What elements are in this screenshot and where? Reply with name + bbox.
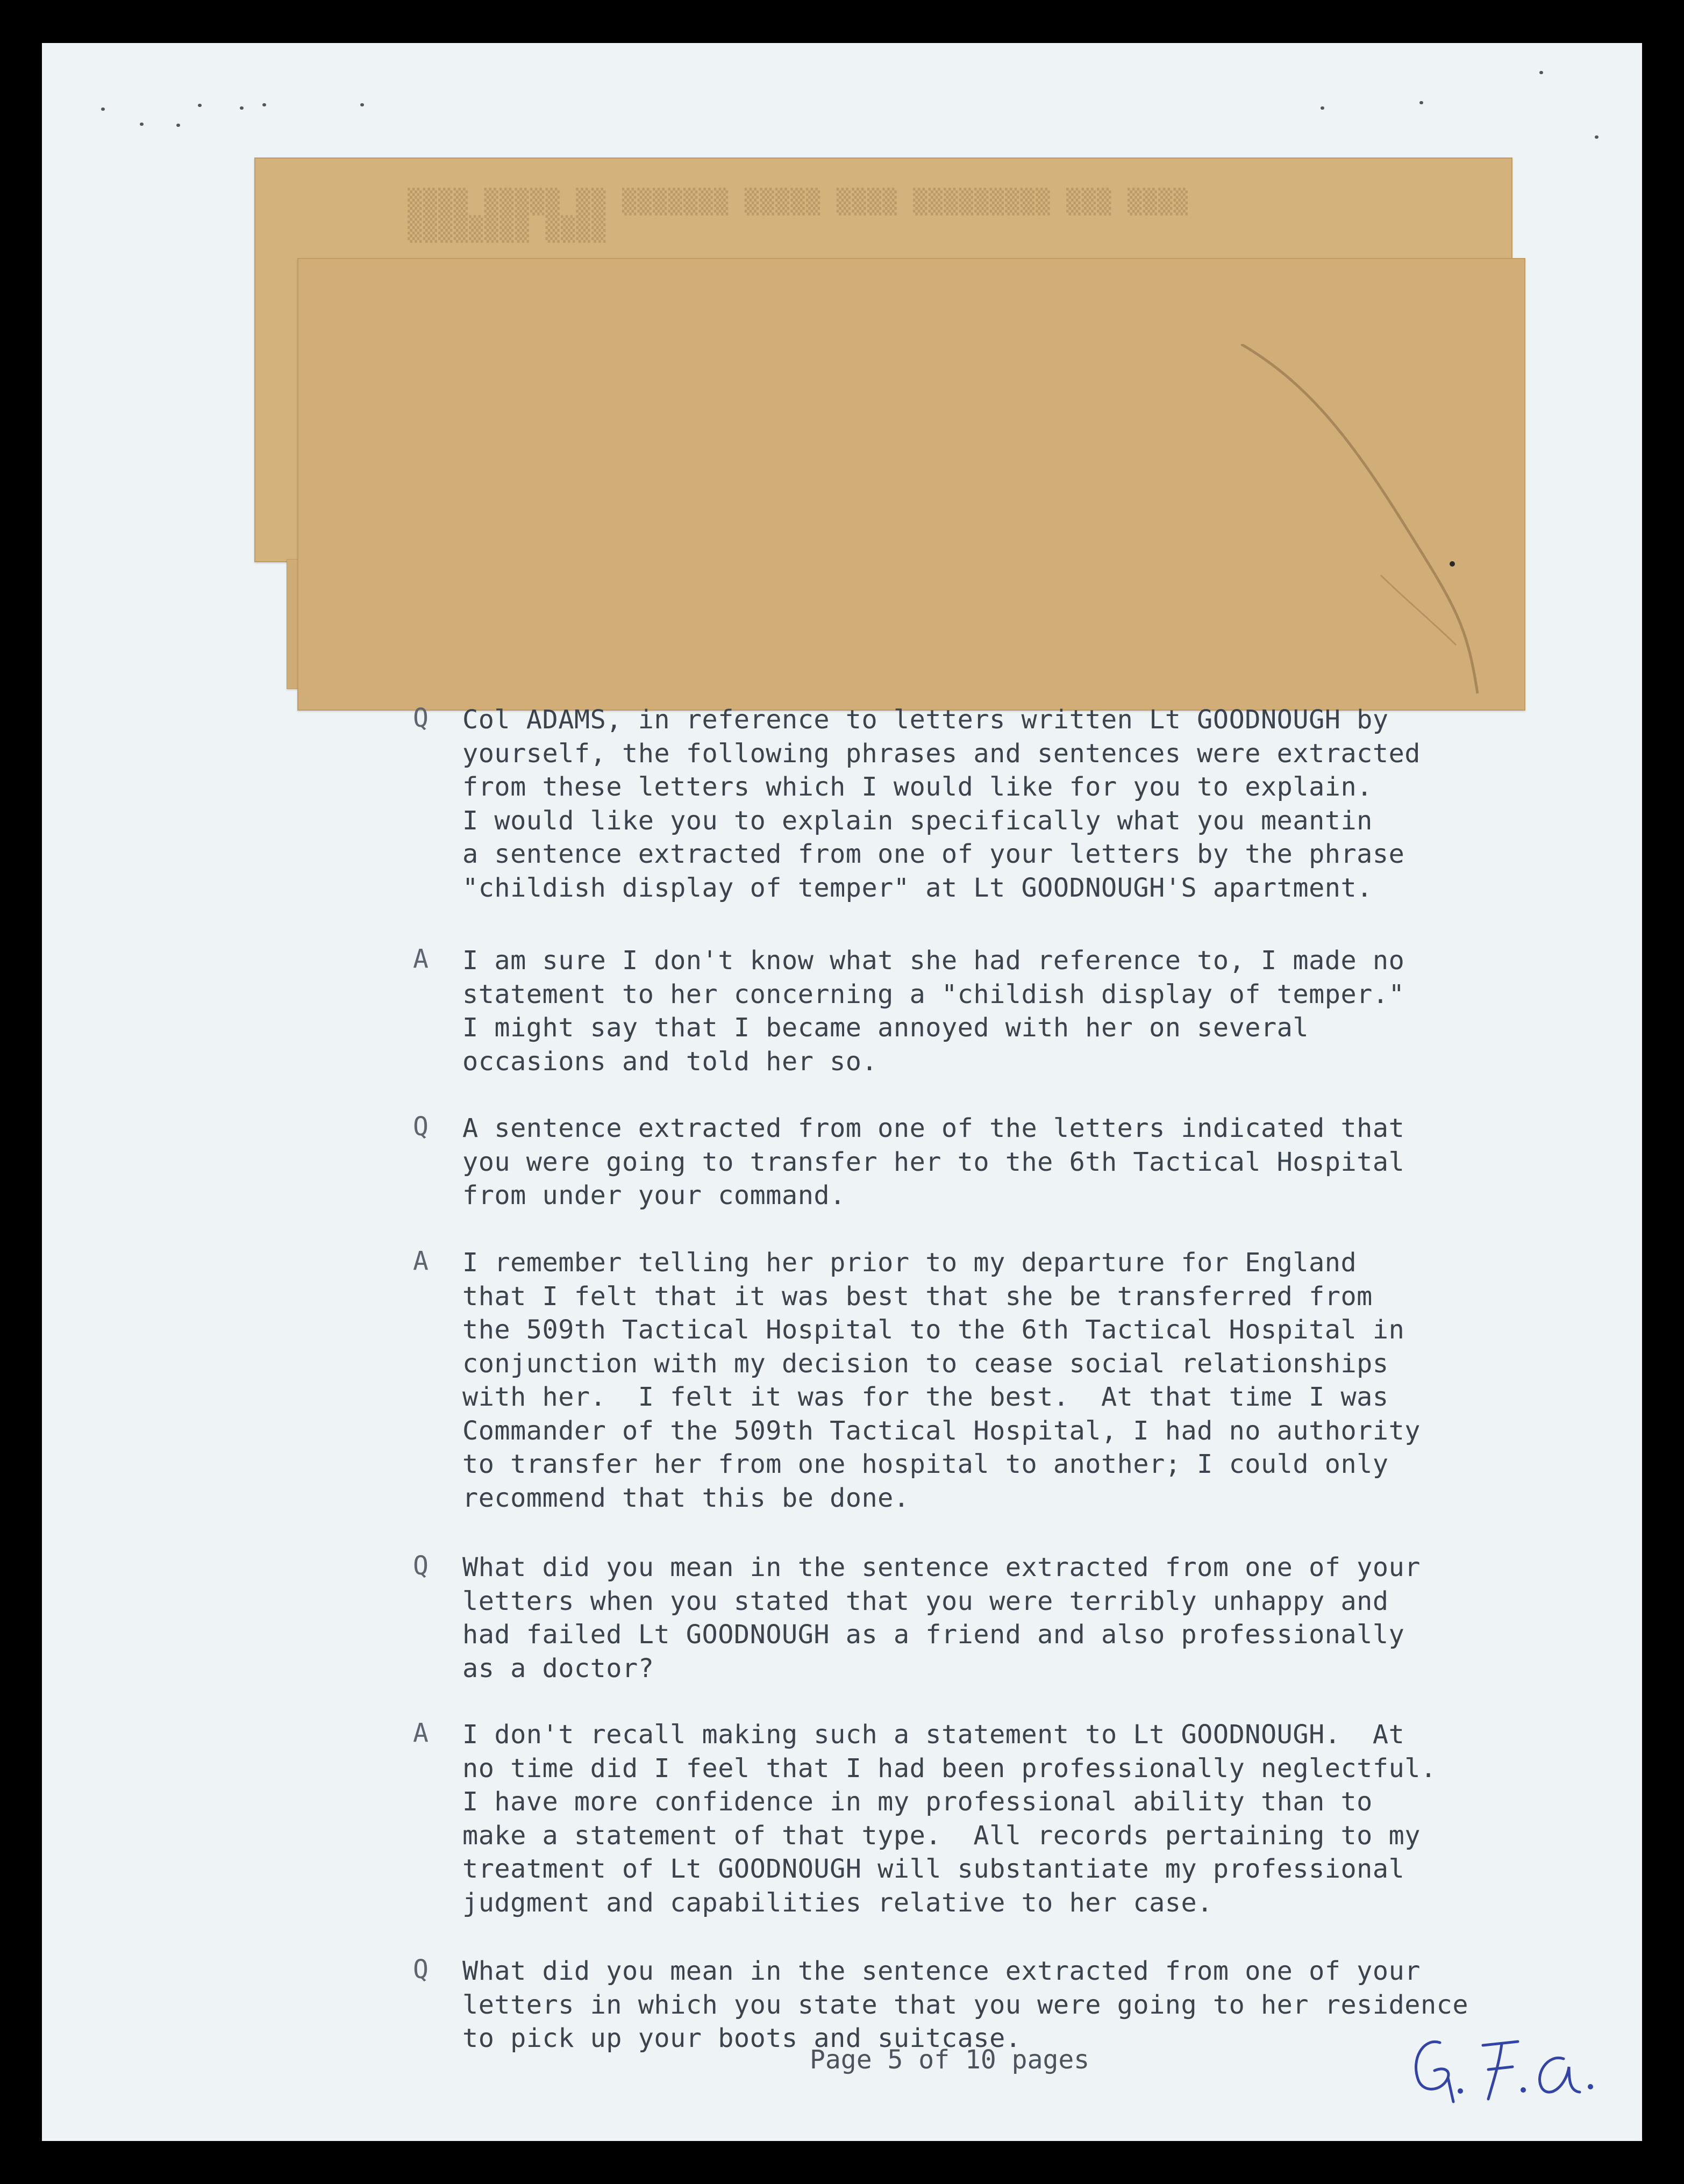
paper-speck (101, 108, 105, 111)
paper-speck (1539, 71, 1543, 74)
paper-speck (140, 123, 144, 126)
paper-speck (198, 104, 202, 107)
paper-speck (360, 103, 364, 106)
page-footer: Page 5 of 10 pages (810, 2045, 1090, 2075)
qa-marker: Q (413, 1112, 429, 1142)
qa-text: I remember telling her prior to my departure for England that I felt that it was best that she be transferred from the 509th Tactical Hospital to the 6th Tactical Hospital in conjunction with my decision to cease social relationships with her. I felt it was for the best. At that time I was Commander of the 509th Tactical Hospital, I had no authority to transfer her from one hospital to another; I could only recommend that this be done. (462, 1248, 1421, 1513)
document-page (42, 43, 1642, 2141)
qa-marker: A (413, 944, 429, 974)
qa-text: I don't recall making such a statement to Lt GOODNOUGH. At no time did I feel that I had been professionally neglectful. I have more confidence in my professional ability than to make a statement of that type. All records pertaining to my treatment of Lt GOODNOUGH will substantiate my professional judgment and capabilities relative to her case. (462, 1720, 1437, 1918)
qa-text: A sentence extracted from one of the letters indicated that you were going to transfer her to the 6th Tactical Hospital from under your command. (462, 1113, 1405, 1211)
qa-text: What did you mean in the sentence extracted from one of your letters in which you state that you were going to her residence to pick up your boots and suitcase. (462, 1956, 1469, 2053)
paper-speck (1321, 106, 1324, 110)
handwritten-initials (1402, 2027, 1628, 2107)
paper-speck (240, 106, 244, 110)
paper-speck (1419, 101, 1423, 104)
qa-text: I am sure I don't know what she had reference to, I made no statement to her concerning a "childish display of temper." I might say that I became annoyed with her on several occasions and told her so. (462, 946, 1405, 1077)
redacted-text-ghost: ▒▒▒▒ ▒▒▒▒▒ ▒▒ ▒▒▒▒▒▒▒ ▒▒▒▒▒ ▒▒▒▒ ▒▒▒▒▒▒▒▒▒ ▒▒▒ ▒▒▒▒ ▒▒▒▒▒▒▒▒ ▒▒▒▒ (408, 188, 1189, 243)
qa-marker: Q (413, 1954, 429, 1985)
qa-text: What did you mean in the sentence extracted from one of your letters when you stated that you were terribly unhappy and had failed Lt GOODNOUGH as a friend and also professionally as a doctor? (462, 1552, 1421, 1684)
paper-speck (176, 124, 180, 127)
qa-text: Col ADAMS, in reference to letters written Lt GOODNOUGH by yourself, the following phrases and sentences were extracted from these letters which I would like for you to explain. I would like you to explain specifically what you meantin a sentence extracted from one of your letters by the phrase "childish display of temper" at Lt GOODNOUGH'S apartment. (462, 705, 1421, 903)
qa-marker: Q (413, 1551, 429, 1581)
qa-marker: Q (413, 703, 429, 733)
qa-marker: A (413, 1718, 429, 1748)
paper-speck (1595, 135, 1599, 139)
tape-crease (1241, 344, 1521, 710)
qa-marker: A (413, 1246, 429, 1276)
paper-speck (262, 103, 266, 106)
